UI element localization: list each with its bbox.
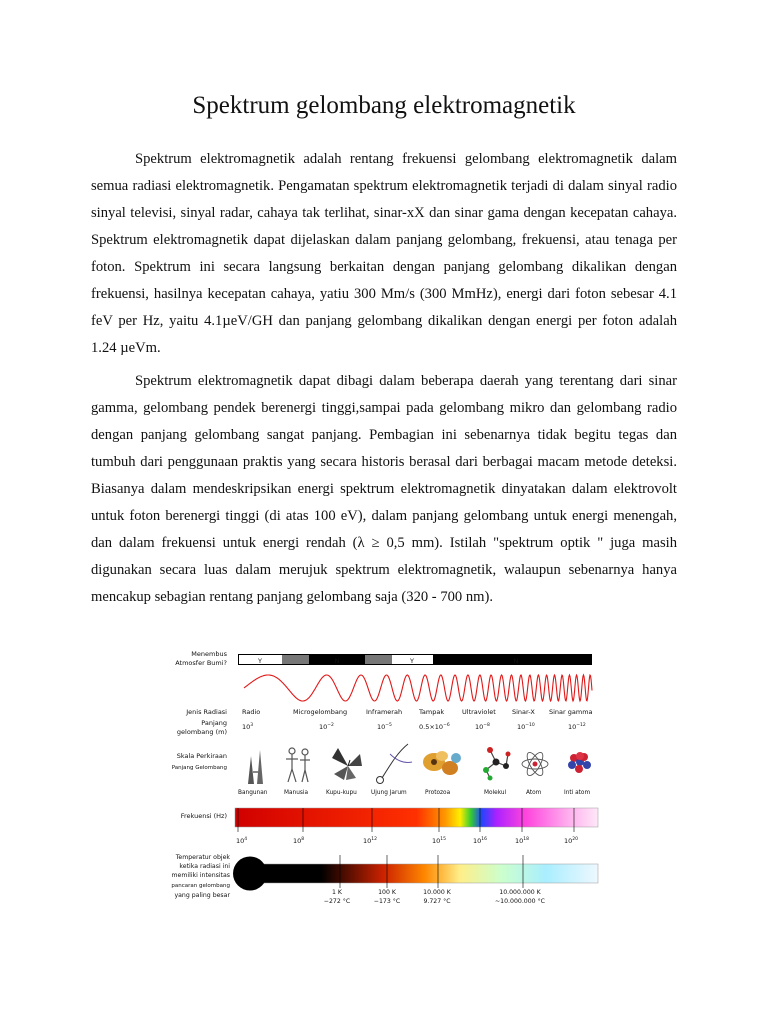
temperature-celsius-3: 9.727 °C (423, 898, 451, 905)
temperature-celsius-1: −272 °C (323, 898, 351, 905)
scale-object-labels (238, 790, 590, 796)
label-scale-1: Skala Perkiraan (176, 752, 227, 760)
radiation-xray: Sinar-X (512, 708, 535, 716)
scale-needle: Ujung Jarum (371, 790, 407, 796)
radiation-gamma: Sinar gamma (549, 708, 593, 716)
temperature-kelvin-3: 10.000 K (423, 889, 451, 896)
label-temp-1: Temperatur objek (175, 854, 230, 861)
radiation-type-labels (242, 708, 593, 716)
frequency-value-6: $10^{18}$ (515, 837, 530, 845)
scale-human: Manusia (284, 790, 309, 796)
label-penetrates-2: Atmosfer Bumi? (175, 659, 227, 667)
wavelength-radio: $10^3$ (242, 723, 254, 731)
scale-nucleus: Inti atom (564, 790, 591, 796)
scale-butterfly: Kupu-kupu (326, 790, 357, 796)
radiation-radio: Radio (242, 708, 261, 716)
building-icon (248, 750, 263, 784)
frequency-bar (235, 808, 598, 827)
temperature-kelvin-2: 100 K (378, 889, 396, 896)
radiation-visible: Tampak (419, 708, 445, 716)
wavelength-wave (244, 675, 592, 701)
human-icon (286, 748, 310, 782)
frequency-value-3: $10^{12}$ (363, 837, 378, 845)
wavelength-microwave: $10^{-2}$ (319, 723, 334, 731)
protozoa-icon (423, 751, 461, 775)
temperature-kelvin-1: 1 K (332, 889, 342, 896)
atmosphere-label-2: N (334, 657, 340, 665)
wavelength-ultraviolet: $10^{-8}$ (475, 723, 490, 731)
temperature-celsius-2: −173 °C (373, 898, 401, 905)
page-title: Spektrum gelombang elektromagnetik (192, 92, 576, 119)
wavelength-infrared: $10^{-5}$ (377, 723, 392, 731)
frequency-value-7: $10^{20}$ (564, 837, 579, 845)
frequency-value-4: $10^{15}$ (432, 837, 447, 845)
butterfly-icon (332, 748, 362, 780)
scale-building: Bangunan (238, 790, 268, 796)
radiation-ultraviolet: Ultraviolet (462, 708, 496, 716)
label-wavelength-1: Panjang (201, 719, 227, 727)
frequency-values (236, 836, 578, 845)
label-temp-4: pancaran gelombang (171, 883, 230, 889)
paragraph-1: Spektrum elektromagnetik adalah rentang frekuensi gelombang elektromagnetik dalam semua radiasi elektromagnetik. Pengamatan spektrum elektromagnetik terjadi di dalam sinyal radio sinyal televisi, sinyal radar, cahaya tak terlihat, sinar-xX dan sinar gama dengan kecepatan cahaya. Spektrum elektromagnetik dapat dijelaskan dalam panjang gelombang, frekuensi, atau tenaga per foton. Spektrum ini secara langsung berkaitan dengan panjang gelombang dikalikan dengan frekuensi, hasilnya kecepatan cahaya, yatiu 300 Mm/s (300 MmHz), energi dari foton sebesar 4.1 feV per Hz, yaitu 4.1µeV/GH dan panjang gelombang dikalikan dengan energi per foton adalah 1.24 µeVm. (91, 151, 677, 356)
molecule-icon (483, 747, 511, 781)
scale-molecule: Molekul (484, 790, 507, 796)
atmosphere-label-3: Y (410, 657, 414, 665)
label-frequency: Frekuensi (Hz) (180, 812, 227, 820)
label-penetrates-1: Menembus (191, 650, 227, 658)
atmosphere-label-1: Y (258, 657, 262, 665)
temperature-kelvin-4: 10.000.000 K (499, 889, 541, 896)
label-temp-5: yang paling besar (174, 892, 230, 899)
paragraph-2: Spektrum elektromagnetik dapat dibagi dalam beberapa daerah yang terentang dari sinar gamma, gelombang pendek berenergi tinggi,sampai pada gelombang mikro dan gelombang radio dengan panjang gelombang sangat panjang. Pembagian ini sebenarnya tidak begitu tegas dan tumbuh dari penggunaan praktis yang secara historis berasal dari berbagai macam metode deteksi. Biasanya dalam mendeskripsikan energi spektrum elektromagnetik dinyatakan dalam elektrovolt untuk foton berenergi tinggi (di atas 100 eV), dalam panjang gelombang untuk energi menengah, dan dalam frekuensi untuk energi rendah (λ ≥ 0,5 mm). Istilah "spektrum optik " juga masih digunakan secara luas dalam merujuk spektrum elektromagnetik, walaupun sebenarnya hanya mencakup sebagian rentang panjang gelombang saja (320 - 700 nm). (91, 373, 677, 605)
atmosphere-bar (238, 654, 592, 665)
wavelength-gamma: $10^{-12}$ (568, 723, 586, 731)
frequency-value-2: $10^8$ (293, 837, 305, 845)
scale-protozoa: Protozoa (425, 790, 451, 796)
atom-icon (522, 750, 548, 778)
label-radiation-type: Jenis Radiasi (186, 708, 227, 716)
frequency-value-5: $10^{16}$ (473, 837, 488, 845)
label-wavelength-2: gelombang (m) (176, 728, 227, 736)
wavelength-values (242, 722, 586, 731)
temperature-values (324, 889, 545, 905)
radiation-microwave: Microgelombang (293, 708, 348, 716)
wavelength-visible: $0.5\times 10^{-6}$ (419, 723, 450, 731)
temperature-bar (233, 857, 598, 891)
atmosphere-label-4: N (513, 657, 519, 665)
scale-atom: Atom (526, 790, 542, 796)
label-temp-2: ketika radiasi ini (179, 863, 230, 870)
needle-icon (377, 744, 413, 784)
spectrum-figure (160, 644, 610, 914)
temperature-celsius-4: ~10.000.000 °C (495, 898, 545, 905)
nucleus-icon (568, 752, 591, 773)
wavelength-xray: $10^{-10}$ (517, 723, 535, 731)
frequency-value-1: $10^4$ (236, 837, 248, 845)
label-scale-2: Panjang Gelombang (171, 765, 227, 771)
radiation-infrared: Inframerah (366, 708, 403, 716)
label-temp-3: memiliki intensitas (171, 872, 230, 879)
